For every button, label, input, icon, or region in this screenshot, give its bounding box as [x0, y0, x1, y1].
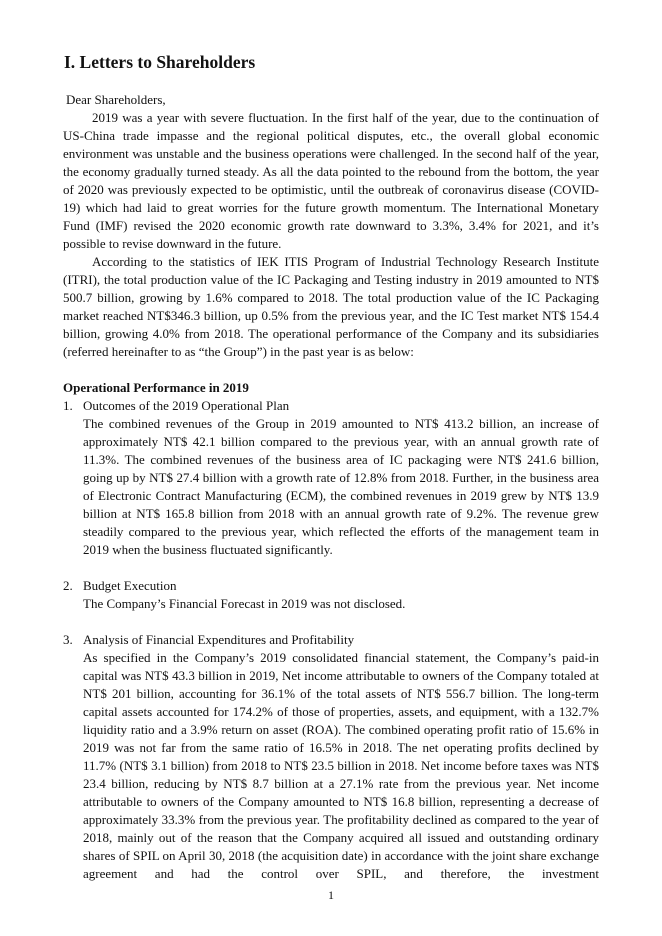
item-title: Analysis of Financial Expenditures and Profitability	[83, 632, 355, 647]
salutation: Dear Shareholders,	[66, 92, 166, 107]
item-title: Outcomes of the 2019 Operational Plan	[83, 398, 290, 413]
item-title: Budget Execution	[83, 578, 177, 593]
list-item	[63, 577, 599, 613]
item-body: As specified in the Company’s 2019 consolidated financial statement, the Company’s paid-in capital was NT$ 43.3 billion in 2019, Net income attributable to owners of the Company totaled at NT$ 201 billion, accounting for 36.1% of the total assets of NT$ 556.7 billion. The long-term capital assets accounted for 174.2% of those of properties, assets, and equipment, with a 132.7% liquidity ratio and a 3.9% return on asset (ROA). The combined operating profit ratio of 15.6% in 2019 was not far from the same ratio of 16.5% in 2018. The net operating profits declined by 11.7% (NT$ 3.1 billion) from 2018 to NT$ 23.5 billion in 2018. Net income before taxes was NT$ 23.4 billion, reducing by NT$ 8.7 billion at a 27.1% rate from the previous year. Net income attributable to owners of the Company amounted to NT$ 16.8 billion, representing a decrease of approximately 33.3% from the previous year. The profitability declined as compared to the year of 2018, mainly out of the reason that the Company acquired all issued and outstanding ordinary shares of SPIL on April 30, 2018 (the acquisition date) in accordance with the joint share exchange agreement and had the control over SPIL, and therefore, the investment	[83, 650, 599, 881]
item-number: 3.	[63, 632, 73, 647]
item-number: 1.	[63, 398, 73, 413]
section-heading: Operational Performance in 2019	[63, 380, 249, 395]
page-title: I. Letters to Shareholders	[64, 52, 256, 72]
list-item	[63, 397, 599, 559]
item-body: The Company’s Financial Forecast in 2019 was not disclosed.	[83, 596, 406, 611]
list-item	[63, 631, 599, 883]
page-number: 1	[328, 888, 334, 902]
item-number: 2.	[63, 578, 73, 593]
item-body: The combined revenues of the Group in 2019 amounted to NT$ 413.2 billion, an increase of approximately NT$ 42.1 billion compared to the previous year, with an annual growth rate of 11.3%. The combined revenues of the business area of IC packaging were NT$ 241.6 billion, going up by NT$ 27.4 billion with a growth rate of 12.8% from 2018. Further, in the business area of Electronic Contract Manufacturing (ECM), the combined revenues in 2019 grew by NT$ 13.9 billion at NT$ 165.8 billion from 2018 with an annual growth rate of 9.2%. The revenue grew steadily compared to the previous year, which reflected the efforts of the management team in 2019 when the business fluctuated significantly.	[83, 416, 599, 557]
letter-body	[63, 91, 599, 883]
paragraph: 2019 was a year with severe fluctuation. In the first half of the year, due to the continuation of US-China trade impasse and the regional political disputes, etc., the overall global economic environment was unstable and the business operations were challenged. In the second half of the year, the economy gradually turned steady. As all the data pointed to the rebound from the bottom, the year of 2020 was previously expected to be optimistic, until the outbreak of coronavirus disease (COVID-19) which had laid to great worries for the future growth momentum. The International Monetary Fund (IMF) revised the 2020 economic growth rate downward to 3.3%, 3.4% for 2021, and it’s possible to revise downward in the future.	[63, 110, 599, 251]
paragraph: According to the statistics of IEK ITIS Program of Industrial Technology Research Institute (ITRI), the total production value of the IC Packaging and Testing industry in 2019 amounted to NT$ 500.7 billion, growing by 1.6% compared to 2018. The total production value of the IC Packaging market reached NT$346.3 billion, up 0.5% from the previous year, and the IC Test market NT$ 154.4 billion, growing 4.0% from 2018. The operational performance of the Company and its subsidiaries (referred hereinafter to as “the Group”) in the past year is as below:	[63, 254, 599, 359]
